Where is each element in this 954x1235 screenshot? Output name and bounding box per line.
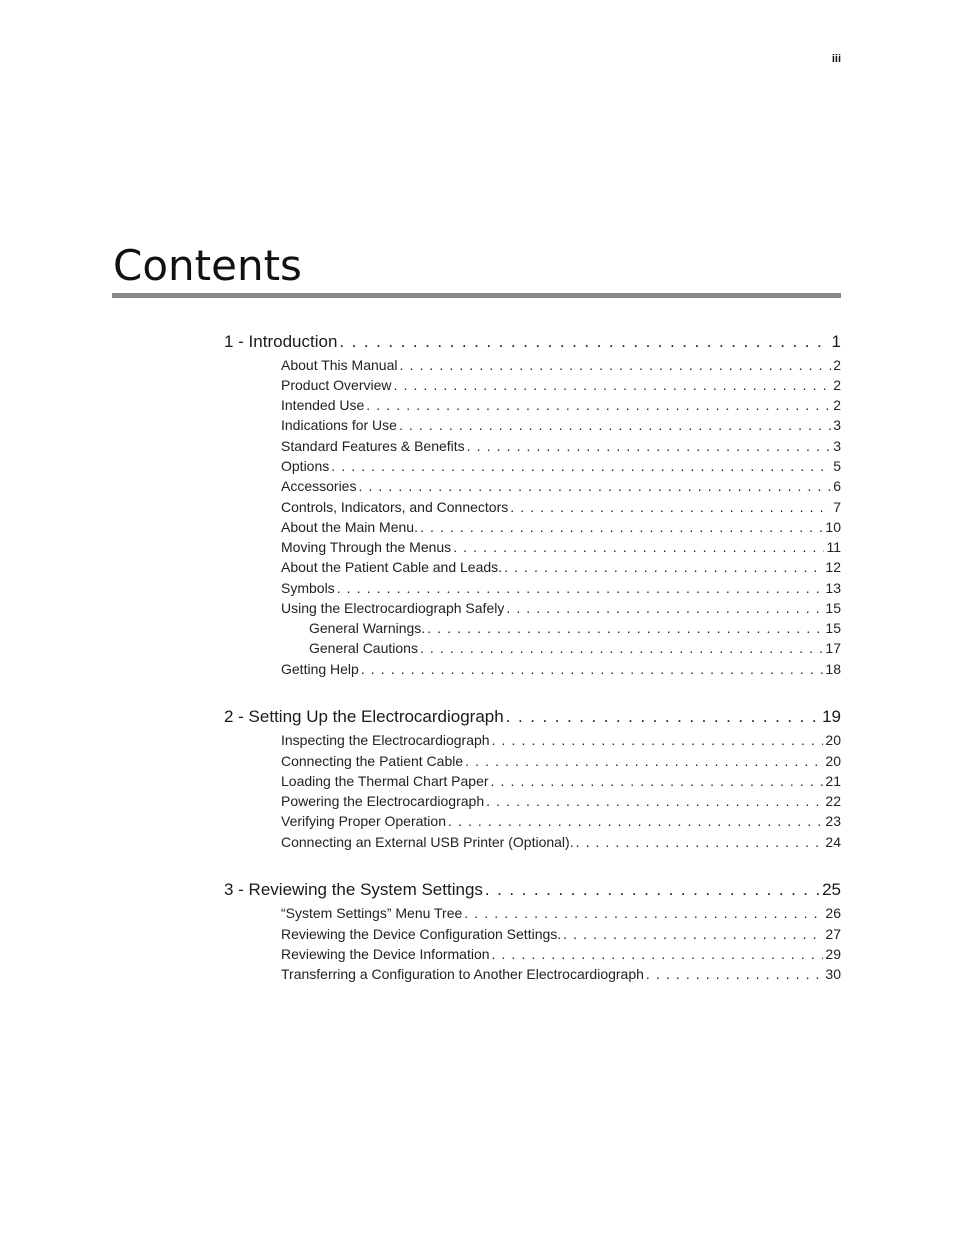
toc-entry[interactable] [224, 793, 841, 811]
toc-entry-page: 17 [825, 640, 841, 656]
toc-entry-label: Inspecting the Electrocardiograph [281, 732, 490, 748]
toc-entry[interactable] [224, 661, 841, 679]
toc-entry-label: Options [281, 458, 330, 474]
toc-entry-page: 2 [833, 397, 841, 413]
toc-entry[interactable] [224, 600, 841, 618]
toc-entry[interactable] [224, 417, 841, 435]
toc-entry[interactable] [224, 732, 841, 750]
toc-entry-label: Transferring a Configuration to Another Electrocardiograph [281, 966, 644, 982]
toc-entry[interactable] [224, 640, 841, 658]
toc-entry-label: Connecting an External USB Printer (Optional). [281, 834, 574, 850]
toc-entry-label: About the Patient Cable and Leads. [281, 559, 503, 575]
title-rule [112, 293, 841, 298]
toc-entry[interactable] [224, 519, 841, 537]
toc-entry[interactable] [224, 580, 841, 598]
toc-leader-dots [486, 793, 823, 809]
toc-entry-label: Intended Use [281, 397, 365, 413]
toc-entry-label: 1 - Introduction [224, 332, 338, 351]
toc-leader-dots [491, 773, 824, 789]
toc-entry-page: 20 [825, 732, 841, 748]
toc-leader-dots [393, 377, 831, 393]
toc-entry-page: 11 [826, 539, 841, 555]
toc-leader-dots [453, 539, 824, 555]
toc-entry-page: 15 [825, 620, 841, 636]
toc-entry[interactable] [224, 499, 841, 517]
toc-leader-dots [331, 458, 831, 474]
toc-leader-dots [420, 640, 823, 656]
toc-leader-dots [361, 661, 824, 677]
toc-leader-dots [646, 966, 824, 982]
toc-entry-page: 10 [825, 519, 841, 535]
toc-entry-page: 27 [825, 926, 841, 942]
toc-entry-page: 23 [825, 813, 841, 829]
toc-entry-page: 15 [825, 600, 841, 616]
toc-leader-dots [337, 580, 824, 596]
toc-entry[interactable] [224, 753, 841, 771]
toc-entry-page: 3 [833, 438, 841, 454]
toc-entry-page: 7 [833, 499, 841, 515]
toc-leader-dots [427, 620, 823, 636]
toc-entry-label: Accessories [281, 478, 357, 494]
page-title: Contents [113, 241, 302, 290]
toc-entry-label: General Warnings. [309, 620, 426, 636]
toc-entry-label: 3 - Reviewing the System Settings [224, 880, 483, 899]
toc-leader-dots [358, 478, 831, 494]
toc-entry-label: Moving Through the Menus [281, 539, 452, 555]
toc-entry-label: Product Overview [281, 377, 392, 393]
toc-entry-page: 21 [825, 773, 841, 789]
toc-leader-dots [506, 707, 820, 727]
toc-leader-dots [366, 397, 831, 413]
toc-entry[interactable] [224, 559, 841, 577]
toc-entry-label: Verifying Proper Operation [281, 813, 446, 829]
toc-entry[interactable] [224, 478, 841, 496]
toc-leader-dots [504, 559, 823, 575]
toc-entry-label: About This Manual [281, 357, 398, 373]
toc-entry-page: 12 [825, 559, 841, 575]
toc-entry-page: 2 [833, 357, 841, 373]
toc-entry-label: 2 - Setting Up the Electrocardiograph [224, 707, 504, 726]
toc-entry-label: Standard Features & Benefits [281, 438, 465, 454]
toc-leader-dots [465, 753, 823, 769]
toc-entry[interactable] [224, 926, 841, 944]
toc-entry-page: 5 [833, 458, 841, 474]
toc-chapter-entry[interactable] [224, 880, 841, 902]
toc-leader-dots [506, 600, 823, 616]
toc-entry-label: Powering the Electrocardiograph [281, 793, 485, 809]
toc-entry[interactable] [224, 905, 841, 923]
toc-entry-label: Indications for Use [281, 417, 397, 433]
toc-leader-dots [576, 834, 824, 850]
toc-entry-label: Controls, Indicators, and Connectors [281, 499, 509, 515]
toc-entry[interactable] [224, 357, 841, 375]
toc-leader-dots [563, 926, 823, 942]
toc-entry-label: Symbols [281, 580, 335, 596]
toc-leader-dots [467, 438, 832, 454]
toc-entry[interactable] [224, 773, 841, 791]
toc-leader-dots [448, 813, 823, 829]
toc-entry-label: Connecting the Patient Cable [281, 753, 464, 769]
toc-entry[interactable] [224, 834, 841, 852]
toc-leader-dots [492, 732, 824, 748]
toc-leader-dots [339, 332, 829, 352]
toc-entry[interactable] [224, 966, 841, 984]
toc-entry-page: 3 [833, 417, 841, 433]
toc-entry-page: 1 [831, 332, 841, 351]
toc-leader-dots [510, 499, 831, 515]
toc-entry-label: Reviewing the Device Configuration Settings. [281, 926, 562, 942]
toc-entry[interactable] [224, 377, 841, 395]
toc-chapter-entry[interactable] [224, 332, 841, 354]
toc-chapter-entry[interactable] [224, 707, 841, 729]
toc-entry[interactable] [224, 458, 841, 476]
toc-entry-page: 2 [833, 377, 841, 393]
toc-entry-page: 13 [825, 580, 841, 596]
page-number: iii [831, 53, 841, 65]
toc-entry-page: 29 [825, 946, 841, 962]
toc-leader-dots [464, 905, 823, 921]
toc-entry[interactable] [224, 946, 841, 964]
toc-entry-label: Reviewing the Device Information [281, 946, 490, 962]
toc-entry-page: 6 [833, 478, 841, 494]
toc-leader-dots [420, 519, 823, 535]
toc-entry-page: 24 [825, 834, 841, 850]
toc-entry-page: 25 [822, 880, 841, 899]
toc-entry[interactable] [224, 397, 841, 415]
toc-entry[interactable] [224, 620, 841, 638]
toc-leader-dots [399, 357, 831, 373]
toc-entry-page: 19 [822, 707, 841, 726]
toc-entry-label: Using the Electrocardiograph Safely [281, 600, 505, 616]
toc-entry[interactable] [224, 438, 841, 456]
toc-entry-label: About the Main Menu. [281, 519, 418, 535]
toc-leader-dots [485, 880, 820, 900]
toc-entry-page: 22 [825, 793, 841, 809]
toc-entry-label: Loading the Thermal Chart Paper [281, 773, 489, 789]
toc-entry-page: 30 [825, 966, 841, 982]
toc-entry-label: “System Settings” Menu Tree [281, 905, 463, 921]
toc-entry-label: General Cautions [309, 640, 418, 656]
toc-entry-page: 18 [825, 661, 841, 677]
toc-entry[interactable] [224, 539, 841, 557]
toc-entry-page: 26 [825, 905, 841, 921]
toc-entry-label: Getting Help [281, 661, 359, 677]
toc-leader-dots [492, 946, 824, 962]
toc-leader-dots [399, 417, 831, 433]
toc-entry[interactable] [224, 813, 841, 831]
toc-entry-page: 20 [825, 753, 841, 769]
